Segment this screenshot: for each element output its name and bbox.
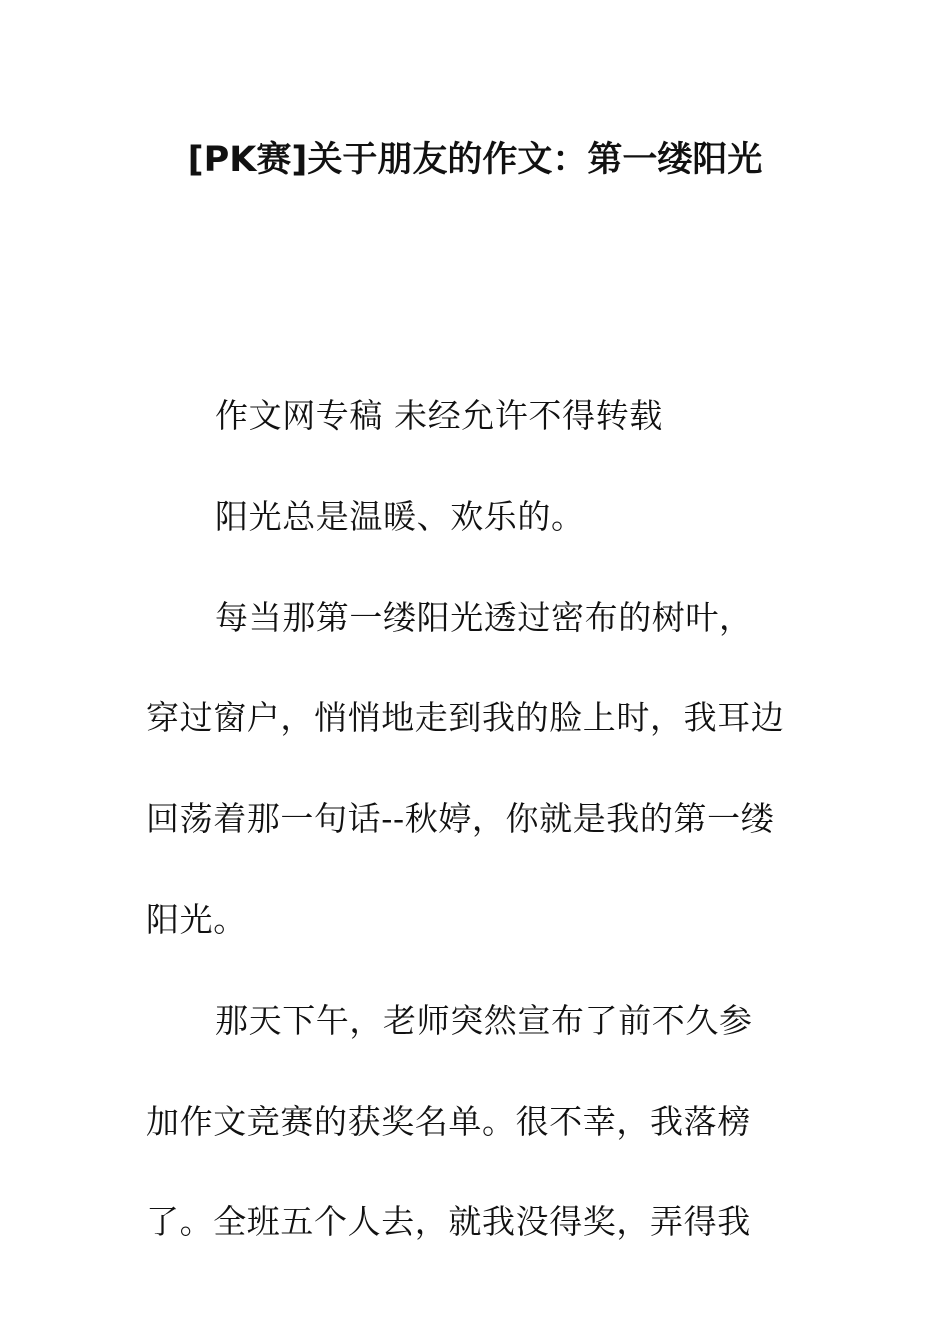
paragraph: 每当那第一缕阳光透过密布的树叶，穿过窗户，悄悄地走到我的脸上时，我耳边回荡着那一句话--秋婷，你就是我的第一缕阳光。	[146, 597, 785, 939]
document-body	[146, 366, 786, 1273]
paragraph-copyright-notice: 作文网专稿 未经允许不得转载	[215, 396, 663, 435]
paragraph: 那天下午，老师突然宣布了前不久参加作文竞赛的获奖名单。很不幸，我落榜了。全班五个人去，就我没得奖，弄得我	[146, 1000, 753, 1242]
paragraph: 阳光总是温暖、欢乐的。	[215, 496, 585, 536]
document-title: [PK赛]关于朋友的作文：第一缕阳光	[187, 140, 763, 180]
